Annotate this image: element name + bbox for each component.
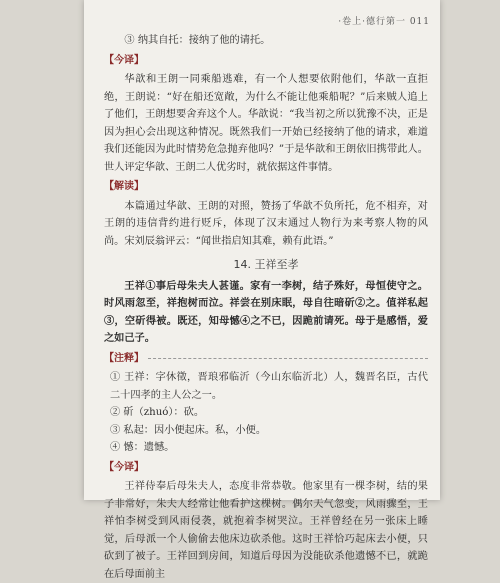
note-4: ④ 憾：遗憾。 — [110, 442, 175, 453]
translation-paragraph: 华歆和王朗一同乘船逃难，有一个人想要依附他们，华歆一直拒绝，王朗说：“好在船还宽敞，为什么不能让他乘船呢？”后来贼人追上了他们，王朗想要舍弃这个人。华歆说：“我当初之所以犹豫不决，正是因为担心会出现这种情况。既然我们一开始已经接纳了他的请求，难道我们还能因为此时情势危急抛弃他吗？”于是华歆和王朗依旧携带此人。世人评定华歆、王朗二人优劣时，就依据这件事情。 — [104, 74, 428, 173]
reading-tag: 【解读】 — [104, 181, 144, 192]
translation-tag: 【今译】 — [104, 54, 144, 66]
note-2: ② 斫（zhuó）：砍。 — [110, 407, 205, 418]
note-item-3: ③ 纳其自托：接纳了他的请托。 — [124, 35, 271, 46]
notes-divider — [148, 358, 428, 359]
reading-heading — [104, 178, 428, 196]
section-title: 14. 王祥至孝 — [233, 258, 299, 271]
translation2-paragraph: 王祥侍奉后母朱夫人，态度非常恭敬。他家里有一棵李树，结的果子非常好，朱夫人经常让他看护这棵树。偶尔天气忽变，风雨骤至，王祥怕李树受到风雨侵袭，就抱着李树哭泣。王祥曾经在另一张床上睡觉，后母派一个人偷偷去他床边砍杀他。这时王祥恰巧起床去小便，只砍到了被子。王祥回到房间，知道后母因为没能砍杀他遗憾不已，就跪在后母面前主 — [104, 481, 428, 580]
reading-paragraph: 本篇通过华歆、王朗的对照，赞扬了华歆不负所托，危不相弃，对王朗的违信背约进行贬斥，体现了汉末通过人物行为来考察人物的风尚。宋刘辰翁评云：“闻世指启知其难，赖有此语。” — [104, 200, 428, 247]
note-1: ① 王祥：字休徵，晋琅邪临沂（今山东临沂北）人，魏晋名臣，古代二十四孝的主人公之一。 — [110, 372, 428, 401]
note-3: ③ 私起：因小便起床。私，小便。 — [110, 424, 267, 436]
notes-heading — [104, 350, 428, 368]
translation2-tag: 【今译】 — [104, 461, 144, 473]
page-content — [104, 32, 428, 583]
page-header: ·卷上·德行第一 011 — [338, 17, 430, 27]
book-page — [84, 0, 440, 580]
translation2-heading — [104, 459, 428, 477]
notes-tag: 【注释】 — [104, 352, 144, 364]
original-text: 王祥①事后母朱夫人甚谨。家有一李树，结子殊好，母恒使守之。时风雨忽至，祥抱树而泣。祥尝在别床眠，母自往暗斫②之。值祥私起③，空斫得被。既还，知母憾④之不已，因跪前请死。母于是感悟，爱之如己子。 — [104, 279, 428, 344]
translation-heading — [104, 52, 428, 70]
